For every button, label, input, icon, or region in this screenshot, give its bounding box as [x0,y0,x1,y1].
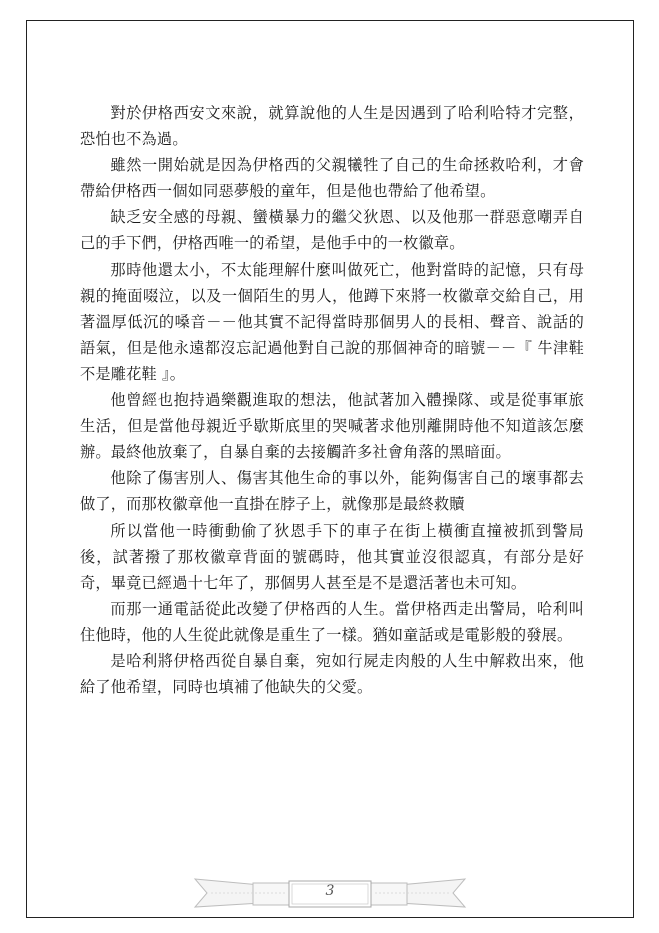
paragraph: 他曾經也抱持過樂觀進取的想法，他試著加入體操隊、或是從事軍旅生活，但是當他母親近乎歇斯底里的哭喊著求他別離開時他不知道該怎麼辦。最終他放棄了，自暴自棄的去接觸許多社會角落的黑暗面。 [80,391,584,462]
paragraph: 對於伊格西安文來說，就算說他的人生是因遇到了哈利哈特才完整，恐怕也不為過。 [80,104,584,149]
paragraph: 而那一通電話從此改變了伊格西的人生。當伊格西走出警局，哈利叫住他時，他的人生從此就像是重生了一樣。猶如童話或是電影般的發展。 [80,599,584,644]
body-text [80,100,584,700]
page-number: 3 [325,883,335,899]
paragraph: 他除了傷害別人、傷害其他生命的事以外，能夠傷害自己的壞事都去做了，而那枚徽章他一直掛在脖子上，就像那是最終救贖 [80,469,584,514]
paragraph: 那時他還太小，不太能理解什麼叫做死亡，他對當時的記憶，只有母親的掩面啜泣，以及一個陌生的男人，他蹲下來將一枚徽章交給自己，用著溫厚低沉的嗓音－－他其實不記得當時那個男人的長相、聲音、說話的語氣，但是他永遠都沒忘記過他對自己說的那個神奇的暗號－－『 牛津鞋不是雕花鞋 』。 [80,260,584,383]
paragraph: 雖然一開始就是因為伊格西的父親犧牲了自己的生命拯救哈利，才會帶給伊格西一個如同惡夢般的童年，但是他也帶給了他希望。 [80,156,584,201]
page-footer [193,873,467,913]
paragraph: 所以當他一時衝動偷了狄恩手下的車子在街上橫衝直撞被抓到警局後，試著撥了那枚徽章背面的號碼時，他其實並沒很認真，有部分是好奇，畢竟已經過十七年了，那個男人甚至是不是還活著也未可知。 [80,521,584,592]
paragraph: 缺乏安全感的母親、蠻橫暴力的繼父狄恩、以及他那一群惡意嘲弄自己的手下們，伊格西唯一的希望，是他手中的一枚徽章。 [80,208,584,253]
paragraph: 是哈利將伊格西從自暴自棄，宛如行屍走肉般的人生中解救出來，他給了他希望，同時也填補了他缺失的父愛。 [80,651,584,697]
